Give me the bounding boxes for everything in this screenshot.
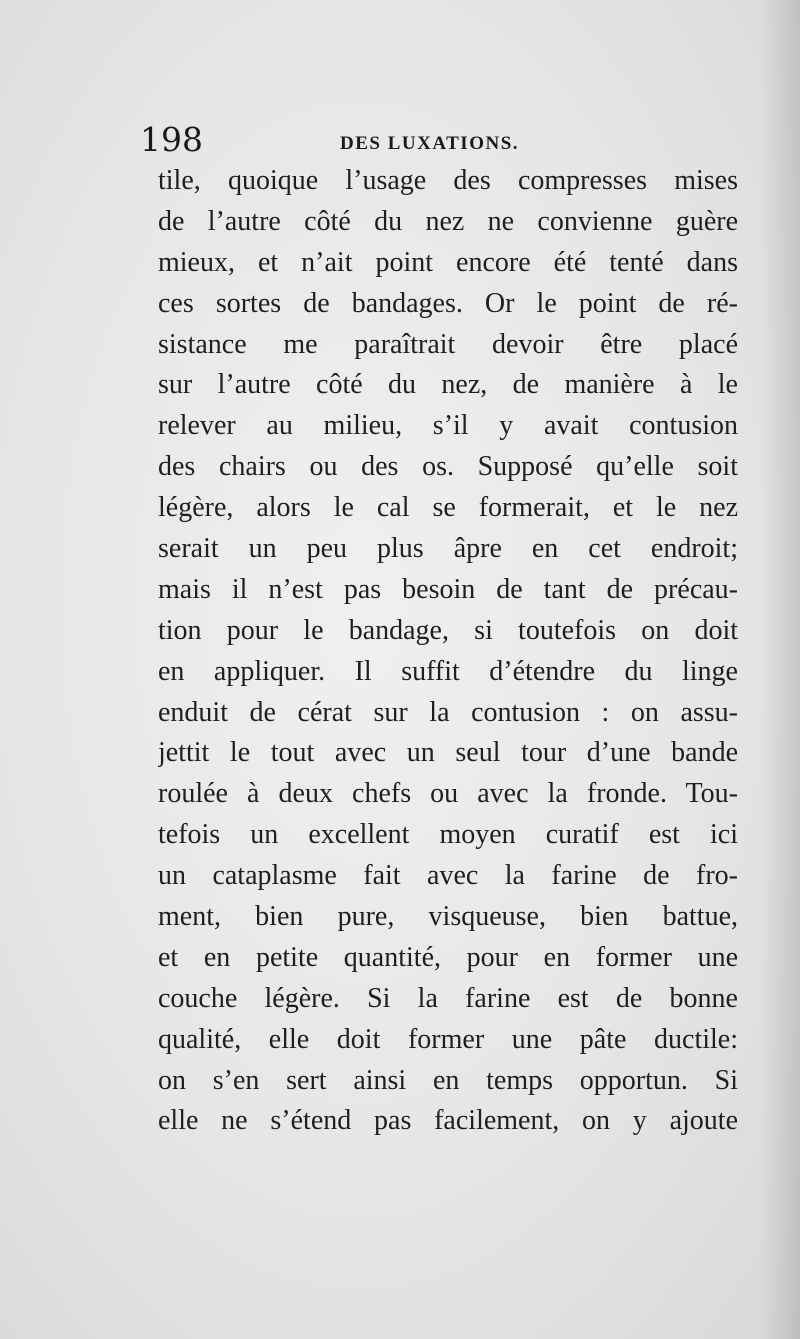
text-line: légère, alors le cal se formerait, et le nez xyxy=(158,492,738,524)
text-line: tion pour le bandage, si toutefois on doit xyxy=(158,614,738,646)
text-line: des chairs ou des os. Supposé qu’elle soit xyxy=(158,451,738,483)
text-line: mais il n’est pas besoin de tant de précau- xyxy=(158,573,738,605)
running-head: DES LUXATIONS. xyxy=(340,133,520,154)
text-line: qualité, elle doit former une pâte ductile: xyxy=(158,1023,738,1055)
text-line: en appliquer. Il suffit d’étendre du linge xyxy=(158,655,738,687)
text-line: un cataplasme fait avec la farine de fro- xyxy=(158,860,738,892)
text-line: mieux, et n’ait point encore été tenté dans xyxy=(158,246,738,278)
text-line: ment, bien pure, visqueuse, bien battue, xyxy=(158,901,738,933)
text-line: serait un peu plus âpre en cet endroit; xyxy=(158,533,738,565)
text-line: on s’en sert ainsi en temps opportun. Si xyxy=(158,1064,738,1096)
page-number: 198 xyxy=(140,120,203,159)
text-line: tefois un excellent moyen curatif est ici xyxy=(158,819,738,851)
text-line: ces sortes de bandages. Or le point de ré- xyxy=(158,287,738,319)
page-edge-shadow xyxy=(760,0,800,1339)
text-line: et en petite quantité, pour en former une xyxy=(158,941,738,973)
page-header xyxy=(140,120,740,160)
text-line: roulée à deux chefs ou avec la fronde. Tou- xyxy=(158,778,738,810)
body-text xyxy=(158,161,738,1142)
text-line: jettit le tout avec un seul tour d’une bande xyxy=(158,737,738,769)
text-line: tile, quoique l’usage des compresses mises xyxy=(158,165,738,196)
text-line: sur l’autre côté du nez, de manière à le xyxy=(158,369,738,401)
text-line: elle ne s’étend pas facilement, on y ajoute xyxy=(158,1105,738,1137)
text-line: sistance me paraîtrait devoir être placé xyxy=(158,328,738,360)
text-line: relever au milieu, s’il y avait contusion xyxy=(158,410,738,442)
text-line: couche légère. Si la farine est de bonne xyxy=(158,982,738,1014)
text-line: enduit de cérat sur la contusion : on assu- xyxy=(158,696,738,728)
text-line: de l’autre côté du nez ne convienne guère xyxy=(158,205,738,237)
